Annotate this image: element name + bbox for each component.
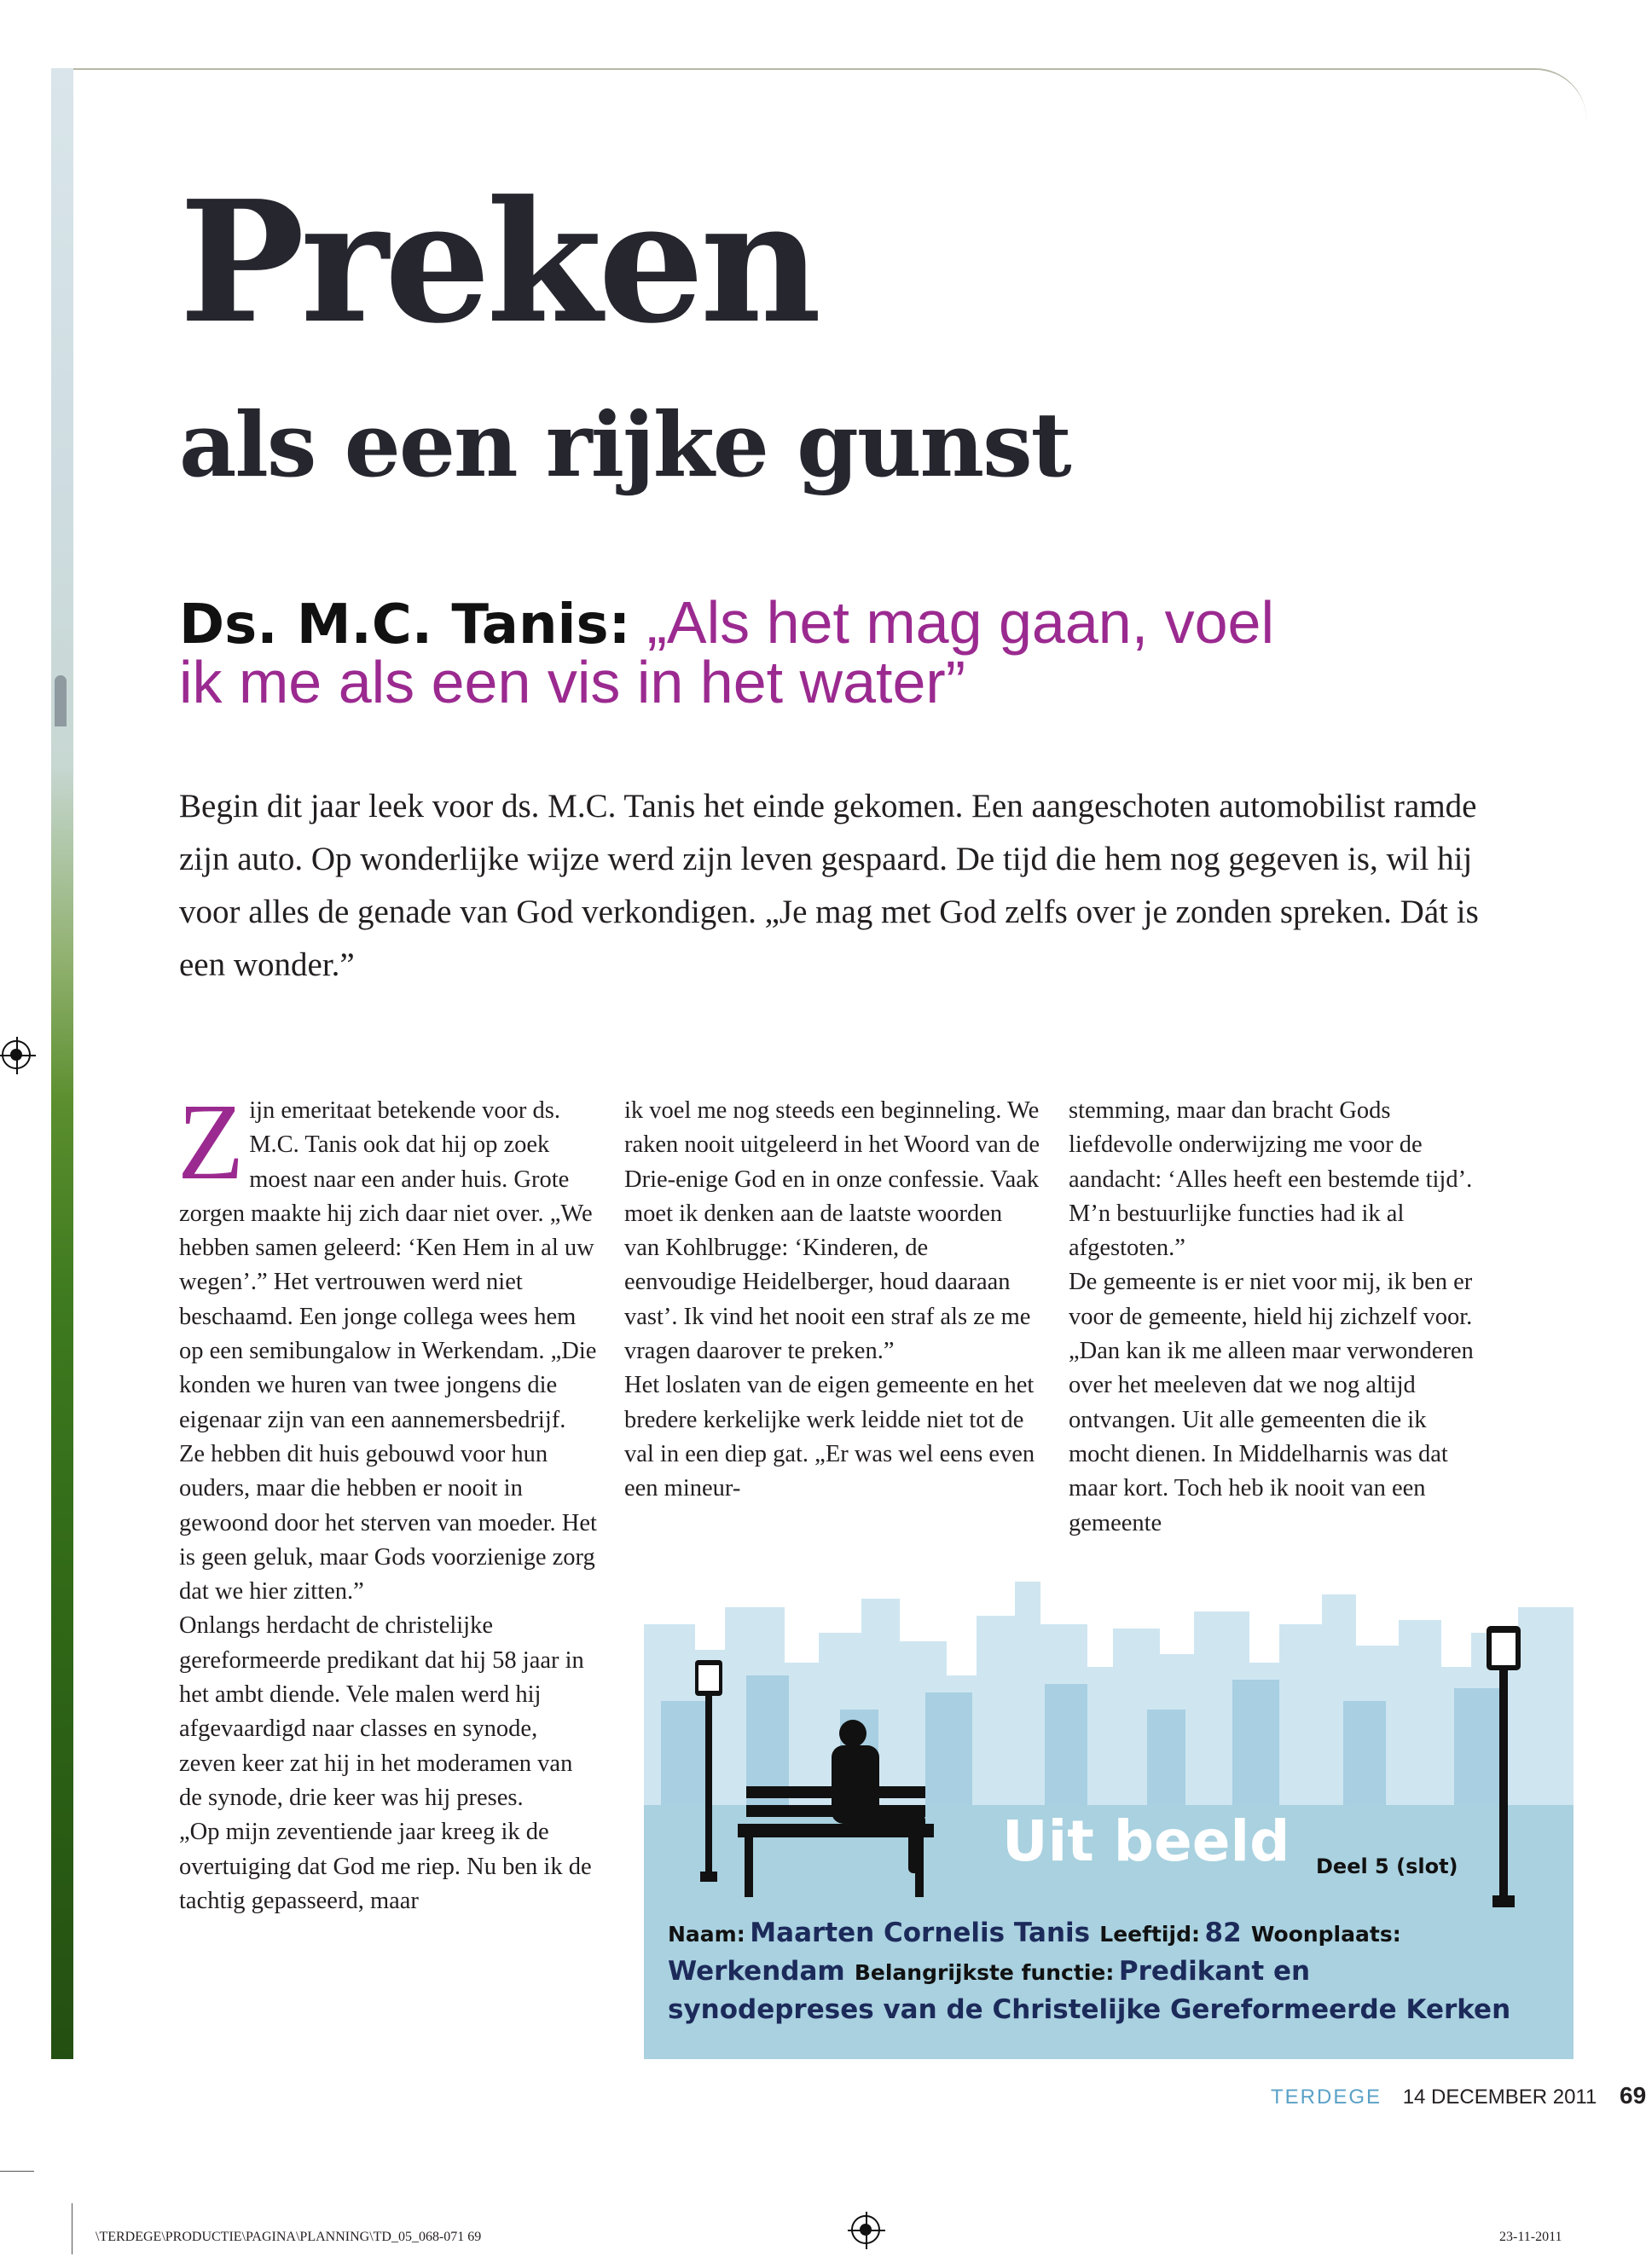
- church-tower-silhouette: [55, 675, 67, 726]
- registration-mark-icon: [2, 1040, 31, 1069]
- body-paragraph: Het loslaten van de eigen gemeente en het bredere kerkelijke werk leidde niet tot de val in een diep gat. „Er was wel eens even een mineur-: [624, 1372, 1035, 1502]
- profile-infobox: [644, 1582, 1574, 2059]
- article-title: Preken: [179, 165, 818, 361]
- body-column-3: [1069, 1094, 1487, 1541]
- drop-cap: Z: [177, 1081, 245, 1202]
- body-column-1: [177, 1081, 597, 1918]
- infobox-heading: Uit beeld: [1002, 1808, 1290, 1874]
- body-paragraph: Onlangs herdacht de christelijke gereformeerde predikant dat hij 58 jaar in het ambt diende. Vele malen werd hij afgevaardigd naar classes en synode, zeven keer zat hij in het moderamen van de synode, drie keer was hij preses.: [179, 1612, 584, 1811]
- page-number: 69: [1620, 2082, 1646, 2109]
- body-column-2: [624, 1094, 1042, 1507]
- name-value: Maarten Cornelis Tanis: [750, 1918, 1091, 1948]
- body-paragraph: Zijn emeritaat betekende voor ds. M.C. Tanis ook dat hij op zoek moest naar een ander huis. Grote zorgen maakte hij zich daar niet over. „We hebben samen geleerd: ‘Ken Hem in al uw wegen’.” Het vertrouwen werd niet beschaamd. Een jonge collega wees hem op een semibungalow in Werkendam. „Die konden we huren van twee jongens die eigenaar zijn van een aannemersbedrijf. Ze hebben dit huis gebouwd voor hun ouders, maar die hebben er nooit in gewoond door het sterven van moeder. Het is geen geluk, maar Gods voorzienige zorg dat we hier zitten.”: [177, 1081, 597, 1606]
- function-label: Belangrijkste functie:: [854, 1960, 1115, 1985]
- age-value: 82: [1204, 1918, 1242, 1948]
- body-paragraph: stemming, maar dan bracht Gods liefdevolle onderwijzing me voor de aandacht: ‘Alles heeft een bestemde tijd’. M’n bestuurlijke functies had ik al afgestoten.”: [1069, 1097, 1473, 1262]
- print-slug-date: 23-11-2011: [1499, 2230, 1562, 2244]
- crop-mark: [0, 2171, 34, 2172]
- name-label: Naam:: [668, 1922, 745, 1947]
- speaker-name: Ds. M.C. Tanis:: [179, 593, 631, 657]
- magazine-name: TERDEGE: [1271, 2086, 1382, 2109]
- article-intro: Begin dit jaar leek voor ds. M.C. Tanis het einde gekomen. Een aangeschoten automobilist ramde zijn auto. Op wonderlijke wijze werd zijn leven gespaard. De tijd die hem nog gegeven is, wil hij voor alles de genade van God verkondigen. „Je mag met God zelfs over je zonden spreken. Dát is een wonder.”: [179, 788, 1479, 983]
- age-label: Leeftijd:: [1099, 1922, 1200, 1947]
- quote-line-2: ik me als een vis in het water”: [179, 649, 966, 715]
- quote-line-1: „Als het mag gaan, voel: [646, 589, 1275, 656]
- background-photo-strip: [51, 68, 73, 2059]
- profile-facts: [668, 1916, 1521, 2031]
- function-value: Predikant en synodepreses van de Christelijke Gereformeerde Kerken: [668, 1956, 1511, 2025]
- registration-mark-icon: [851, 2215, 880, 2244]
- pull-quote-heading: [179, 589, 1416, 715]
- article-subtitle: als een rijke gunst: [179, 392, 1070, 497]
- residence-label: Woonplaats:: [1250, 1922, 1401, 1947]
- body-paragraph: „Op mijn zeventiende jaar kreeg ik de overtuiging dat God me riep. Nu ben ik de tachtig gepasseerd, maar: [179, 1819, 592, 1914]
- body-paragraph: ik voel me nog steeds een beginneling. We raken nooit uitgeleerd in het Woord van de Drie-enige God en in onze confessie. Vaak moet ik denken aan de laatste woorden van Kohlbrugge: ‘Kinderen, de eenvoudige Heidelberger, houd daaraan vast’. Ik vind het nooit een straf als ze me vragen daarover te preken.”: [624, 1097, 1040, 1365]
- print-slug-path: \TERDEGE\PRODUCTIE\PAGINA\PLANNING\TD_05_068-071 69: [96, 2230, 482, 2244]
- residence-value: Werkendam: [668, 1956, 845, 1987]
- series-part: Deel 5 (slot): [1316, 1854, 1458, 1878]
- page-footer: [1271, 2082, 1646, 2109]
- body-paragraph: De gemeente is er niet voor mij, ik ben er voor de gemeente, hield hij zichzelf voor. „Dan kan ik me alleen maar verwonderen over het meeleven dat we nog altijd ontvangen. Uit alle gemeenten die ik mocht dienen. In Middelharnis was dat maar kort. Toch heb ik nooit van een gemeente: [1069, 1269, 1474, 1536]
- issue-date: 14 DECEMBER 2011: [1402, 2086, 1597, 2109]
